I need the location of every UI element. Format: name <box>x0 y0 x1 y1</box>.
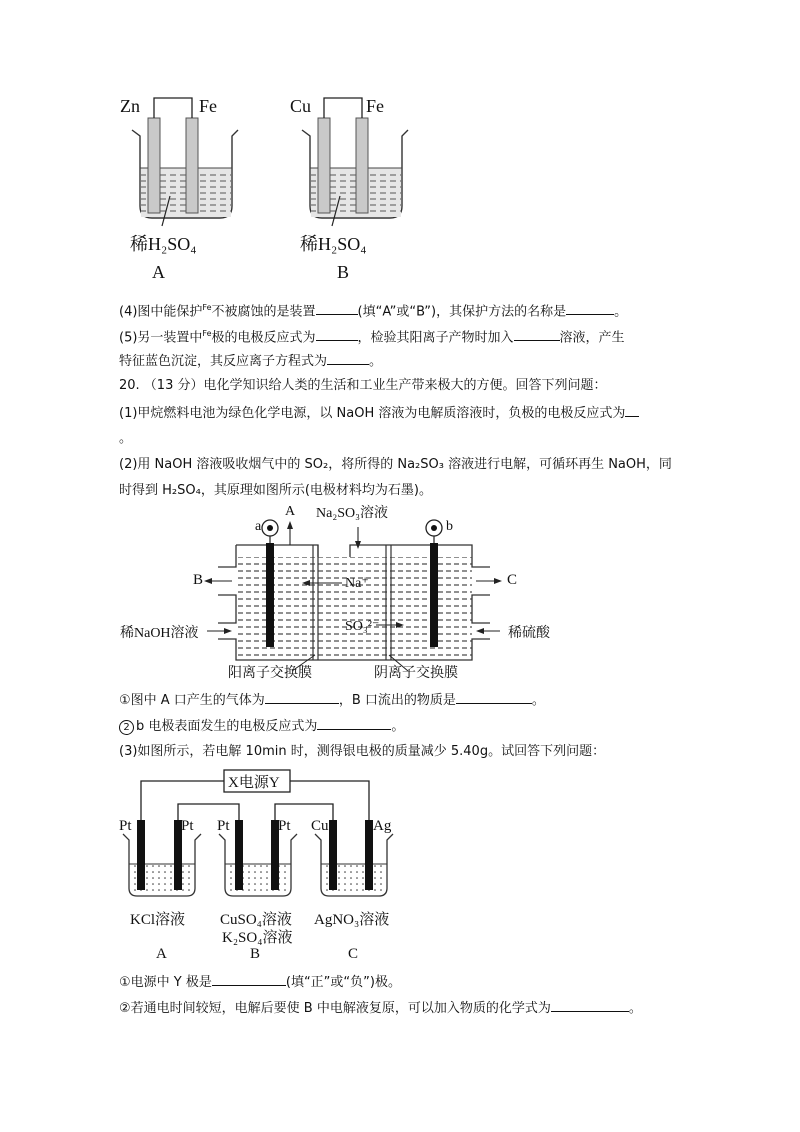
anion-membrane-label: 阴离子交换膜 <box>374 666 458 681</box>
beaker-a-solution-label: 稀H₂SO₄ <box>130 234 197 254</box>
question-3-stem: (3)如图所示，若电解 10min 时，测得银电极的质量减少 5.40g。试回答下列问题： <box>119 744 606 759</box>
question-5-line2: 特征蓝色沉淀，其反应离子方程式为 。 <box>119 354 383 369</box>
beaker-b-right-electrode-label: Fe <box>366 96 384 116</box>
cell-c-solution: AgNO₃溶液 <box>314 912 390 928</box>
beaker-b-solution-label: 稀H₂SO₄ <box>300 234 367 254</box>
question-20-part1: (1)甲烷燃料电池为绿色化学电源，以 NaOH 溶液为电解质溶液时，负极的电极反应式为 <box>119 404 639 423</box>
cell-a-left-electrode: Pt <box>119 818 132 834</box>
electrode-b-label: b <box>446 519 453 534</box>
beaker-a <box>132 98 238 226</box>
electrode-a-label: a <box>255 519 262 534</box>
cell-a-right-electrode: Pt <box>181 818 194 834</box>
naoh-inlet-label: 稀NaOH溶液 <box>120 626 199 641</box>
electrolysis-cell-figure <box>110 505 530 685</box>
cell-c-left-electrode: Cu <box>311 818 329 834</box>
beaker-a-right-electrode-label: Fe <box>199 96 217 116</box>
question-2-sub2: 2 b 电极表面发生的电极反应式为 。 <box>119 717 404 736</box>
cell-b-right-electrode: Pt <box>278 818 291 834</box>
beaker-a-caption: A <box>152 262 165 282</box>
question-4: (4)图中能保护$^{Fe}$不被腐蚀的是装置 (填“A”或“B”)，其保护方法的名称是 。 <box>119 303 628 320</box>
cell-b-solution-2: K₂SO₄溶液 <box>222 930 293 946</box>
cell-b-left-electrode: Pt <box>217 818 230 834</box>
cell-c-right-electrode: Ag <box>373 818 392 834</box>
question-20-heading: 20. （13 分）电化学知识给人类的生活和工业生产带来极大的方便。回答下列问题： <box>119 378 607 393</box>
galvanic-cells-figure <box>110 88 410 288</box>
beaker-b-left-electrode-label: Cu <box>290 96 312 116</box>
question-2-sub1: ①图中 A 口产生的气体为 ，B 口流出的物质是 。 <box>119 693 545 708</box>
na2so3-inlet-label: Na₂SO₃溶液 <box>316 506 388 521</box>
question-20-part2-line1: (2)用 NaOH 溶液吸收烟气中的 SO₂，将所得的 Na₂SO₃ 溶液进行电解，可循环再生 NaOH，同 <box>119 457 672 472</box>
cation-membrane-label: 阳离子交换膜 <box>228 666 312 681</box>
cell-a-solution: KCl溶液 <box>130 912 186 928</box>
beaker-b <box>302 98 408 226</box>
na-ion-label: Na⁺ <box>345 576 369 591</box>
outlet-a-label: A <box>285 504 296 519</box>
outlet-c-label: C <box>507 572 518 588</box>
outlet-b-label: B <box>193 572 204 588</box>
cell-c-caption: C <box>348 946 359 962</box>
cell-a-caption: A <box>156 946 167 962</box>
power-source-label: X电源Y <box>228 775 280 791</box>
beaker-b-caption: B <box>337 262 350 282</box>
question-20-part2-line2: 时得到 H₂SO₄，其原理如图所示(电极材料均为石墨)。 <box>119 483 432 498</box>
question-20-part1-end: 。 <box>119 431 133 446</box>
question-3-sub2: ②若通电时间较短，电解后要使 B 中电解液复原，可以加入物质的化学式为 。 <box>119 1001 642 1016</box>
so3-ion-label: SO₃²⁻ <box>345 619 380 634</box>
cell-b-caption: B <box>250 946 261 962</box>
question-3-sub1: ①电源中 Y 极是 (填“正”或“负”)极。 <box>119 975 401 990</box>
beaker-a-left-electrode-label: Zn <box>120 96 140 116</box>
sulfuric-acid-inlet-label: 稀硫酸 <box>508 626 550 641</box>
question-5-line1: (5)另一装置中$^{Fe}$极的电极反应式为 ，检验其阳离子产物时加入 溶液，产生 <box>119 329 625 346</box>
cell-b-solution-1: CuSO₄溶液 <box>220 912 292 928</box>
